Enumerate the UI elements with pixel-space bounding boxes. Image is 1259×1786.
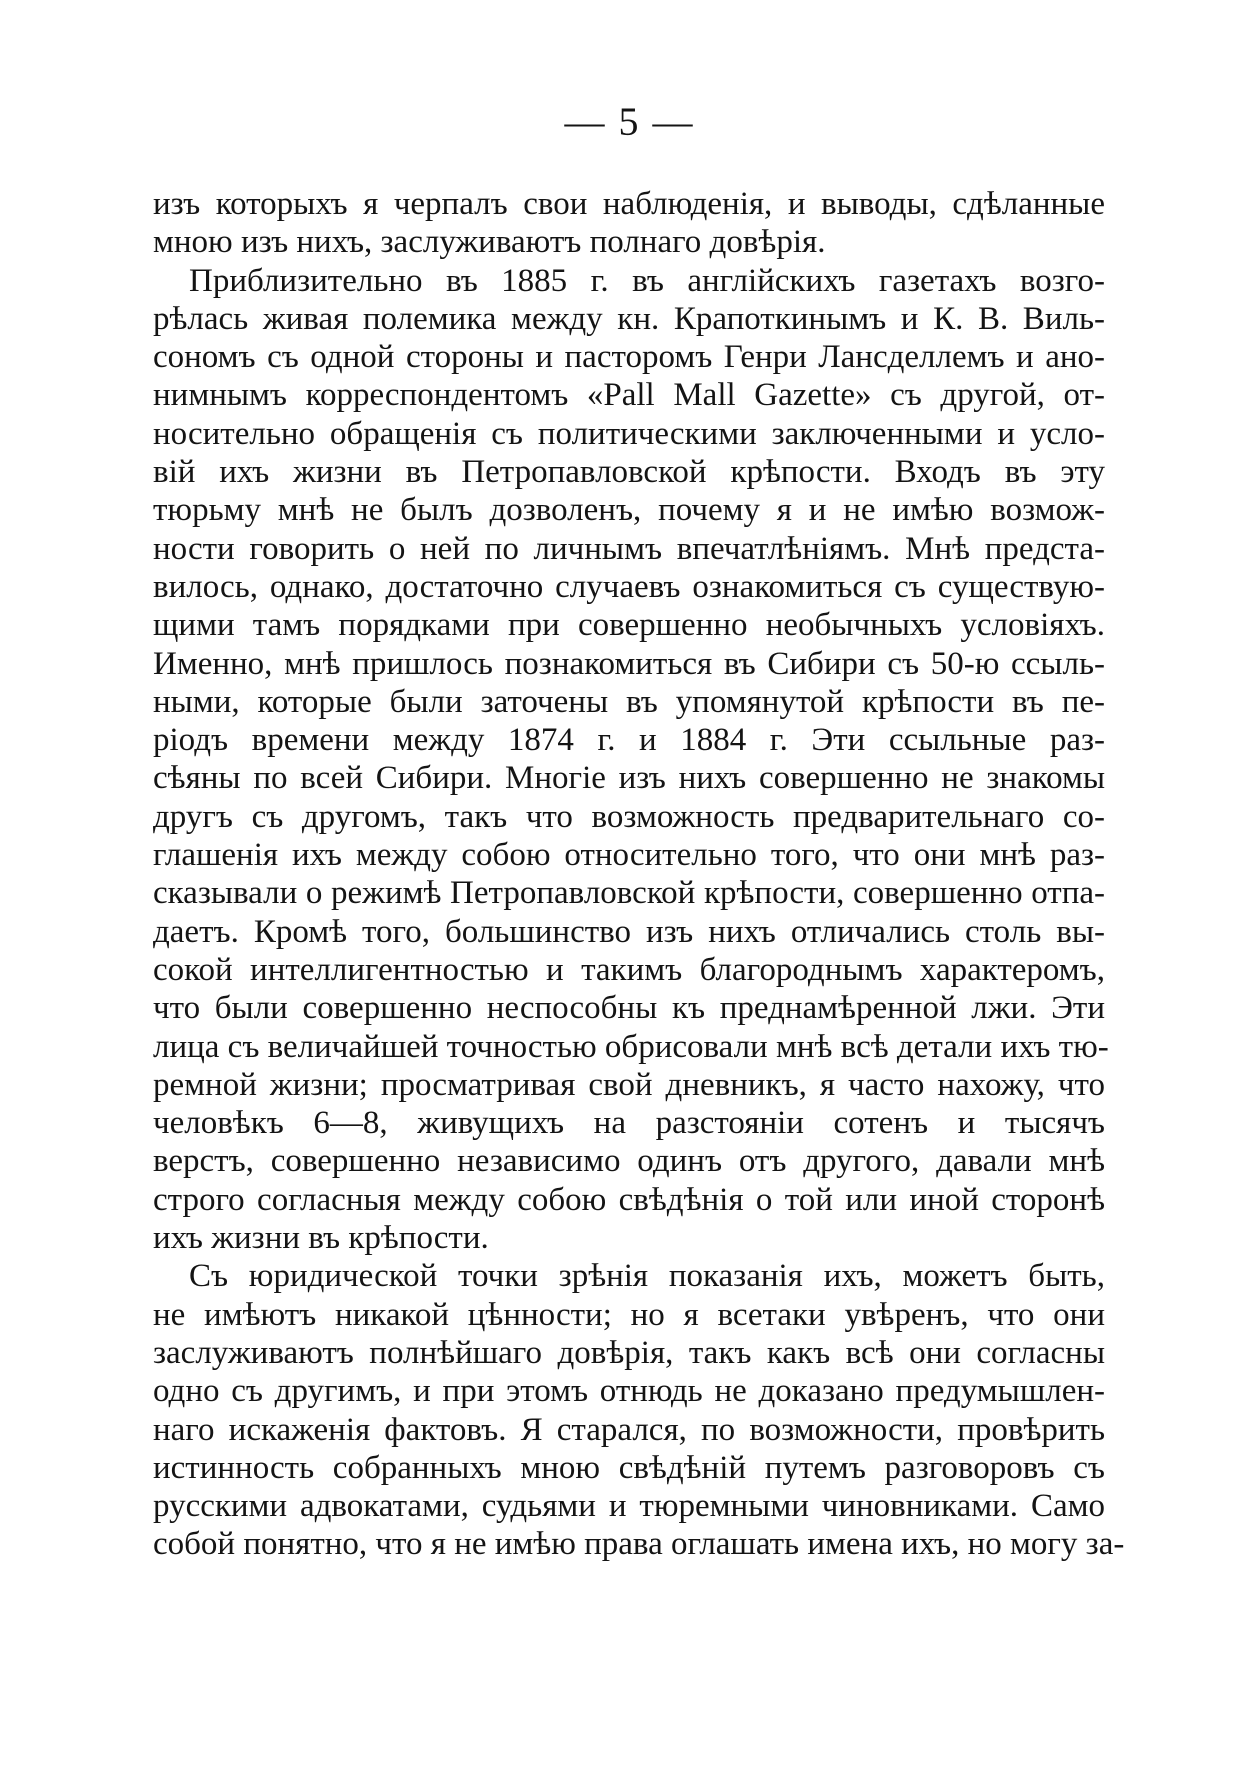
text-line: сономъ съ одной стороны и пасторомъ Генри Ланcделлемъ и ано- — [153, 339, 1105, 376]
text-line: мною изъ нихъ, заслуживаютъ полнаго довѣрія. — [153, 224, 826, 261]
text-line: носительно обращенія съ политическими заключенными и усло- — [153, 415, 1105, 452]
text-line: нимнымъ корреспондентомъ «Pall Mall Gazette» съ другой, от- — [153, 377, 1105, 414]
text-line: что были совершенно неспособны къ преднамѣренной лжи. Эти — [153, 990, 1105, 1027]
paragraph-3 — [153, 1257, 1125, 1563]
text-line: ихъ жизни въ крѣпости. — [153, 1220, 489, 1257]
text-line: русскими адвокатами, судьями и тюремными чиновниками. Само — [153, 1488, 1105, 1525]
text-line: собой понятно, что я не имѣю права оглашать имена ихъ, но могу за- — [153, 1526, 1125, 1563]
text-line: даетъ. Кромѣ того, большинство изъ нихъ отличались столь вы- — [153, 913, 1105, 950]
text-line: истинность собранныхъ мною свѣдѣній путемъ разговоровъ съ — [153, 1449, 1105, 1486]
text-line: тюрьму мнѣ не былъ дозволенъ, почему я и не имѣю возмож- — [153, 492, 1105, 529]
text-line: человѣкъ 6—8, живущихъ на разстояніи сотенъ и тысячъ — [153, 1105, 1105, 1142]
text-line: строго согласныя между собою свѣдѣнія о той или иной сторонѣ — [153, 1181, 1105, 1218]
text-line: вилось, однако, достаточно случаевъ ознакомиться съ существую- — [153, 568, 1105, 605]
text-line: изъ которыхъ я черпалъ свои наблюденія, и выводы, сдѣланные — [153, 186, 1105, 222]
text-line: сѣяны по всей Сибири. Многіе изъ нихъ совершенно не знакомы — [153, 760, 1105, 797]
text-line: наго искаженія фактовъ. Я старался, по возможности, провѣрить — [153, 1411, 1105, 1448]
text-line: ремной жизни; просматривая свой дневникъ, я часто нахожу, что — [153, 1066, 1105, 1103]
text-line: ными, которые были заточены въ упомянутой крѣпости въ пе- — [153, 683, 1105, 720]
text-line: заслуживаютъ полнѣйшаго довѣрія, такъ какъ всѣ они согласны — [153, 1334, 1105, 1371]
text-line: глашенія ихъ между собою относительно того, что они мнѣ раз- — [153, 837, 1105, 874]
text-line: Именно, мнѣ пришлось познакомиться въ Сибири съ 50-ю ссыль- — [153, 645, 1105, 682]
text-line: вій ихъ жизни въ Петропавловской крѣпости. Входъ въ эту — [153, 454, 1105, 491]
text-line: сокой интеллигентностью и такимъ благороднымъ характеромъ, — [153, 951, 1105, 988]
text-line: Съ юридической точки зрѣнія показанія ихъ, можетъ быть, — [189, 1258, 1105, 1295]
text-line: верстъ, совершенно независимо одинъ отъ другого, давали мнѣ — [153, 1143, 1105, 1180]
body-text — [153, 185, 1125, 1564]
text-line: лица съ величайшей точностью обрисовали мнѣ всѣ детали ихъ тю- — [153, 1028, 1109, 1065]
text-line: щими тамъ порядками при совершенно необычныхъ условіяхъ. — [153, 607, 1105, 644]
page-number: — 5 — — [564, 99, 695, 144]
text-line: одно съ другимъ, и при этомъ отнюдь не доказано предумышлен- — [153, 1373, 1105, 1410]
text-line: другъ съ другомъ, такъ что возможность предварительнаго со- — [153, 798, 1105, 835]
text-line: сказывали о режимѣ Петропавловской крѣпости, совершенно отпа- — [153, 875, 1105, 912]
paragraph-1 — [153, 185, 1105, 262]
text-line: рѣлась живая полемика между кн. Крапоткинымъ и К. В. Виль- — [153, 300, 1105, 337]
paragraph-2 — [153, 262, 1109, 1258]
text-line: ности говорить о ней по личнымъ впечатлѣніямъ. Мнѣ предста- — [153, 530, 1105, 567]
text-line: не имѣютъ никакой цѣнности; но я всетаки увѣренъ, что они — [153, 1296, 1105, 1333]
text-line: ріодъ времени между 1874 г. и 1884 г. Эти ссыльные раз- — [153, 722, 1105, 759]
text-line: Приблизительно въ 1885 г. въ англійскихъ газетахъ возго- — [189, 262, 1105, 299]
